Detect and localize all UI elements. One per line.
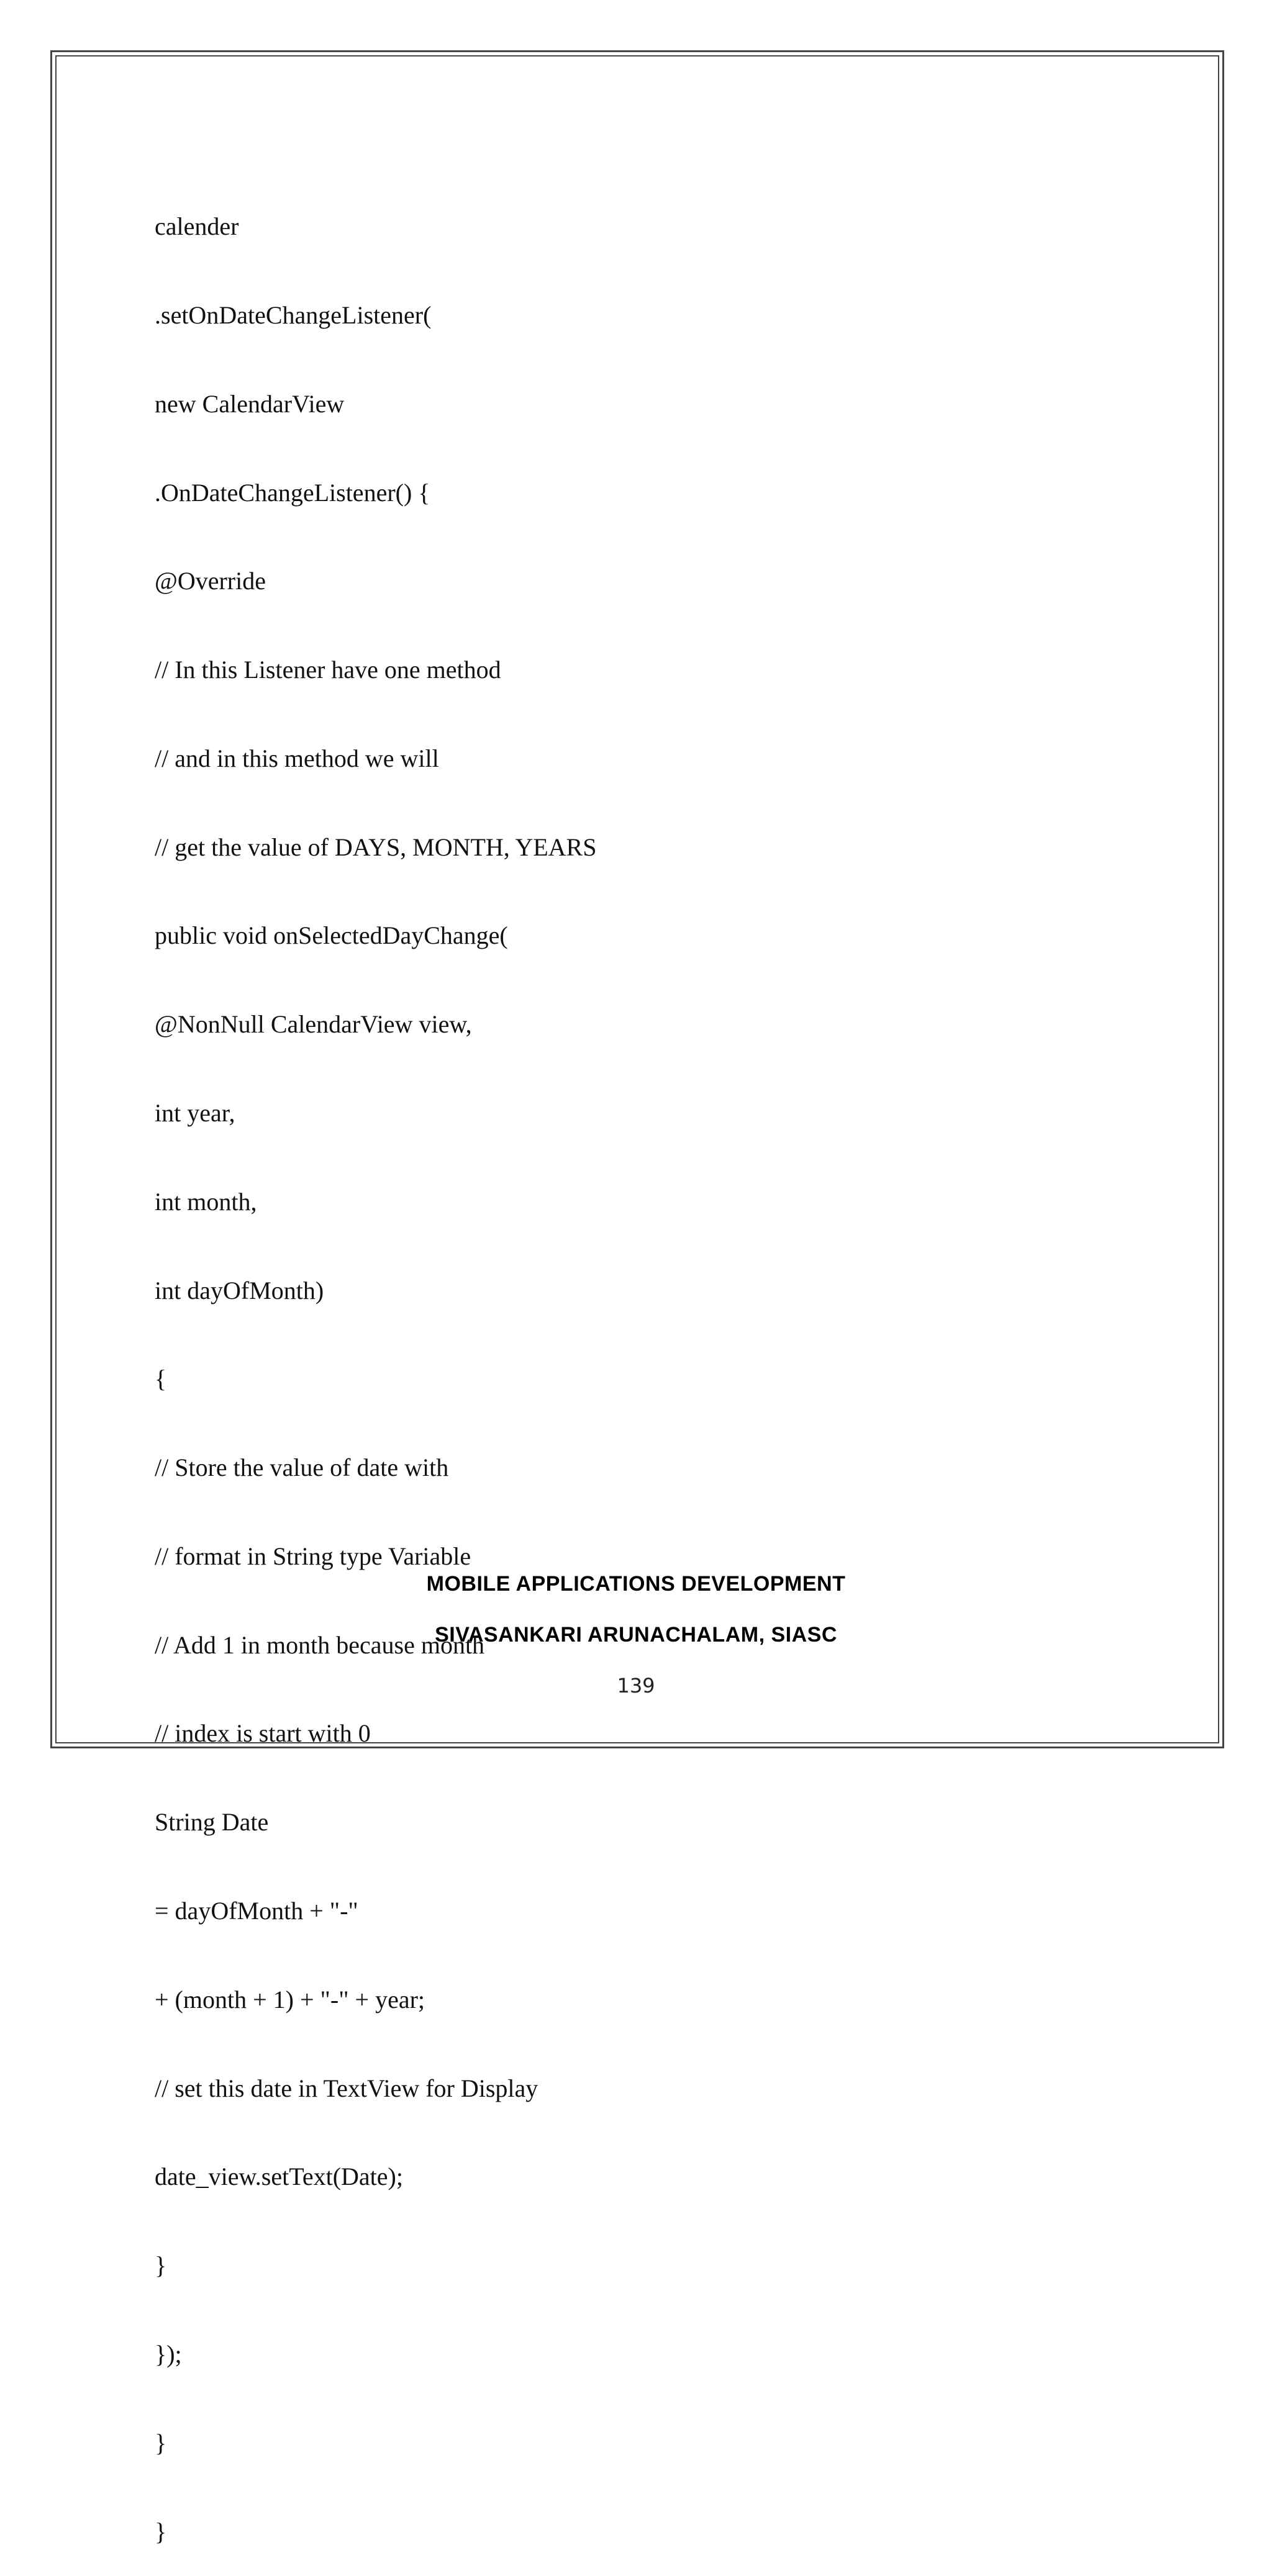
code-listing — [155, 153, 596, 2576]
code-line: // index is start with 0 — [155, 1719, 371, 1748]
code-line: }); — [155, 2339, 182, 2368]
code-line: new CalendarView — [155, 389, 345, 418]
code-line: @Override — [155, 567, 266, 595]
code-line: + (month + 1) + "-" + year; — [155, 1985, 425, 2013]
code-line: // Store the value of date with — [155, 1453, 449, 1482]
code-line: } — [155, 2251, 167, 2280]
code-line: // get the value of DAYS, MONTH, YEARS — [155, 833, 597, 861]
code-line: // Add 1 in month because month — [155, 1630, 485, 1659]
page-number: 139 — [617, 1674, 655, 1697]
code-line: // format in String type Variable — [155, 1542, 471, 1570]
code-line: date_view.setText(Date); — [155, 2162, 403, 2191]
code-line: // set this date in TextView for Display — [155, 2074, 538, 2102]
code-line: String Date — [155, 1808, 269, 1837]
code-line: = dayOfMonth + "-" — [155, 1897, 358, 1925]
code-line: { — [155, 1365, 167, 1393]
code-line: // In this Listener have one method — [155, 656, 501, 684]
code-line: } — [155, 2428, 167, 2457]
code-line: public void onSelectedDayChange( — [155, 921, 508, 950]
code-line: calender — [155, 212, 239, 241]
code-line: // and in this method we will — [155, 744, 439, 772]
code-line: @NonNull CalendarView view, — [155, 1010, 472, 1039]
footer-author: SIVASANKARI ARUNACHALAM, SIASC — [435, 1623, 837, 1647]
code-line: int year, — [155, 1099, 235, 1127]
code-line: .setOnDateChangeListener( — [155, 301, 432, 329]
code-line: int month, — [155, 1187, 257, 1216]
code-line: .OnDateChangeListener() { — [155, 478, 430, 507]
code-line: } — [155, 2517, 167, 2546]
code-line: int dayOfMonth) — [155, 1276, 324, 1304]
footer-course-title: MOBILE APPLICATIONS DEVELOPMENT — [426, 1572, 846, 1596]
